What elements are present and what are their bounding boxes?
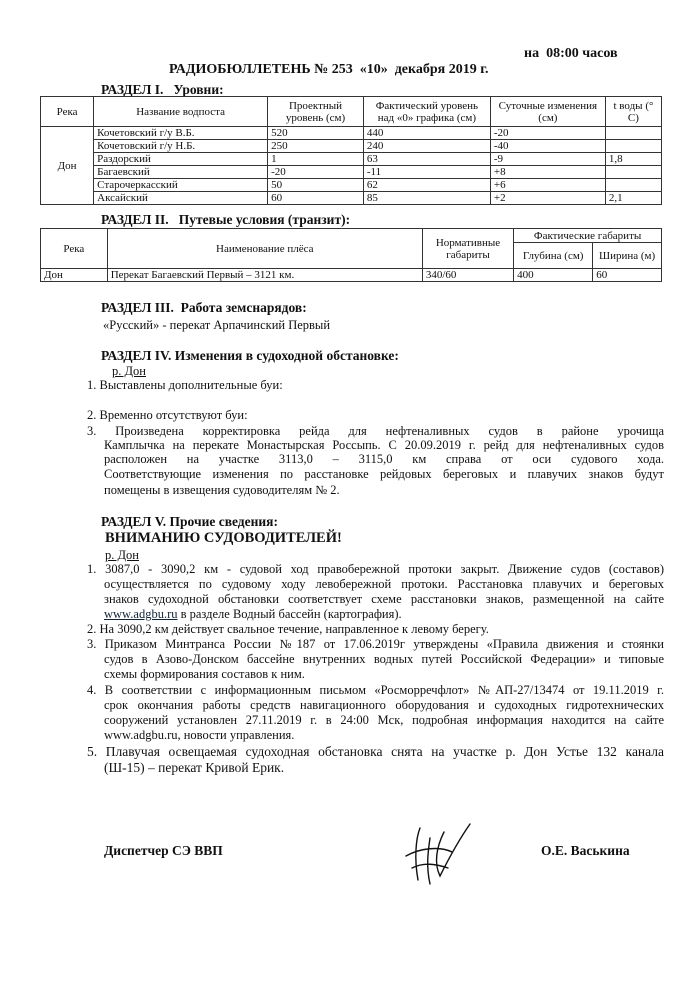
fact-cell: 62	[363, 179, 490, 192]
fact-cell: 63	[363, 153, 490, 166]
river-label: р. Дон	[105, 548, 139, 562]
note-line: (Ш-15) – перекат Кривой Ерик.	[104, 760, 285, 775]
table-row	[41, 192, 662, 205]
item3-line: помещены в извещения судоводителям № 2.	[104, 483, 340, 497]
col-temp: t воды (° С)	[605, 97, 661, 127]
note-line: 2. На 3090,2 км действует свальное течение, направленное к левому берегу.	[87, 622, 489, 636]
col-river: Река	[41, 229, 108, 269]
col-depth: Глубина (см)	[514, 243, 593, 269]
col-post: Название водпоста	[94, 97, 268, 127]
change-cell: -20	[490, 127, 605, 140]
proj-cell: 520	[268, 127, 364, 140]
note-line: 1. 3087,0 - 3090,2 км - судовой ход правобережной протоки закрыт. Движение судов (составов)	[87, 562, 664, 576]
note-line: www.adgbu.ru, новости управления.	[104, 728, 295, 742]
note-line: знаков судоходной обстановки соответствует схеме расстановки знаков, размещенной на сайте	[104, 592, 664, 606]
river-cell: Дон	[41, 127, 94, 205]
handwritten-signature-icon	[400, 818, 480, 890]
table-row	[41, 166, 662, 179]
item-extra-buoys: 1. Выставлены дополнительные буи:	[87, 378, 283, 392]
section5-title: РАЗДЕЛ V. Прочие сведения:	[101, 514, 278, 529]
col-change: Суточные изменения (см)	[490, 97, 605, 127]
note-line: схемы формирования составов к ним.	[104, 667, 305, 681]
fact-cell: 440	[363, 127, 490, 140]
temp-cell	[605, 127, 661, 140]
bulletin-title	[162, 46, 488, 78]
fact-cell: 240	[363, 140, 490, 153]
item3-line: Соответствующие изменения по расстановке рейдовых береговых и плавучих знаков будут	[104, 467, 664, 481]
temp-cell: 2,1	[605, 192, 661, 205]
col-fact: Фактические габариты	[514, 229, 662, 243]
bulletin-time: на 08:00 часов	[524, 46, 618, 61]
section2-title: РАЗДЕЛ II. Путевые условия (транзит):	[101, 212, 351, 227]
temp-cell	[605, 140, 661, 153]
signer-role: Диспетчер СЭ ВВП	[104, 843, 223, 858]
note-line: 4. В соответствии с информационным письмом «Росморречфлот» №АП-27/13474 от 19.11.2019 г.	[87, 683, 664, 697]
fact-cell: -11	[363, 166, 490, 179]
section3-title: РАЗДЕЛ III. Работа земснарядов:	[101, 300, 307, 315]
proj-cell: -20	[268, 166, 364, 179]
item3-line: 3. Произведена корректировка рейда для нефтеналивных судов в районе урочища	[87, 424, 664, 438]
table-row	[41, 127, 662, 140]
river-label: р. Дон	[112, 364, 146, 378]
temp-cell: 1,8	[605, 153, 661, 166]
proj-cell: 1	[268, 153, 364, 166]
post-cell: Аксайский	[94, 192, 268, 205]
col-name: Наименование плёса	[107, 229, 422, 269]
change-cell: -40	[490, 140, 605, 153]
signer-name: О.Е. Васькина	[541, 843, 630, 858]
post-cell: Багаевский	[94, 166, 268, 179]
section1-title: РАЗДЕЛ I. Уровни:	[101, 82, 224, 97]
post-cell: Кочетовский г/у В.Б.	[94, 127, 268, 140]
change-cell: +8	[490, 166, 605, 179]
note-line: 5. Плавучая освещаемая судоходная обстановка снята на участке р. Дон Устье 132 канала	[87, 744, 664, 759]
temp-cell	[605, 179, 661, 192]
note-line: осуществляется по судовому ходу левобережной протоки. Расстановка плавучих и береговых	[104, 577, 664, 591]
change-cell: +6	[490, 179, 605, 192]
note-line-text: в разделе Водный бассейн (картография).	[180, 607, 402, 621]
table-row	[41, 269, 662, 282]
table-row	[41, 140, 662, 153]
table-row	[41, 179, 662, 192]
fact-cell: 85	[363, 192, 490, 205]
change-cell: -9	[490, 153, 605, 166]
transit-table	[40, 228, 662, 282]
bulletin-title-text: РАДИОБЮЛЛЕТЕНЬ № 253 «10» декабря 2019 г.	[169, 62, 489, 77]
col-proj: Проектный уровень (см)	[268, 97, 364, 127]
proj-cell: 250	[268, 140, 364, 153]
col-river: Река	[41, 97, 94, 127]
post-cell: Старочеркасский	[94, 179, 268, 192]
depth-cell: 400	[514, 269, 593, 282]
note-line: сооружений установлен 27.11.2019 г. в 24:00 Мск, подробная информация находится на сайте	[104, 713, 664, 727]
website-link[interactable]: www.adgbu.ru	[104, 607, 178, 621]
note-line	[104, 607, 402, 622]
post-cell: Кочетовский г/у Н.Б.	[94, 140, 268, 153]
river-cell: Дон	[41, 269, 108, 282]
post-cell: Раздорский	[94, 153, 268, 166]
note-line: судов в Азово-Донском бассейне внутренних водных путей Российской Федерации» и типовые	[104, 652, 664, 666]
proj-cell: 50	[268, 179, 364, 192]
stretch-cell: Перекат Багаевский Первый – 3121 км.	[107, 269, 422, 282]
item3-line: расположен на участке 3113,0 – 3115,0 км справа от оси судового хода.	[104, 452, 664, 466]
item3-line: Камплычка на перекате Монастырская Россыпь. С 20.09.2019 г. рейд для нефтеналивных судов	[104, 438, 664, 452]
attention-heading: ВНИМАНИЮ СУДОВОДИТЕЛЕЙ!	[105, 530, 342, 546]
norm-cell: 340/60	[422, 269, 513, 282]
note-line: срок окончания работы средств навигационного оборудования и судоходных гидротехнических	[104, 698, 664, 712]
table-row	[41, 153, 662, 166]
change-cell: +2	[490, 192, 605, 205]
col-fact: Фактический уровень над «0» графика (см)	[363, 97, 490, 127]
col-width: Ширина (м)	[593, 243, 662, 269]
temp-cell	[605, 166, 661, 179]
proj-cell: 60	[268, 192, 364, 205]
dredger-text: «Русский» - перекат Арпачинский Первый	[103, 318, 331, 332]
item-missing-buoys: 2. Временно отсутствуют буи:	[87, 408, 248, 422]
note-line: 3. Приказом Минтранса России №187 от 17.06.2019г утверждены «Правила движения и стоянки	[87, 637, 664, 651]
col-norm: Нормативные габариты	[422, 229, 513, 269]
levels-table	[40, 96, 662, 205]
width-cell: 60	[593, 269, 662, 282]
section4-title: РАЗДЕЛ IV. Изменения в судоходной обстановке:	[101, 348, 399, 363]
